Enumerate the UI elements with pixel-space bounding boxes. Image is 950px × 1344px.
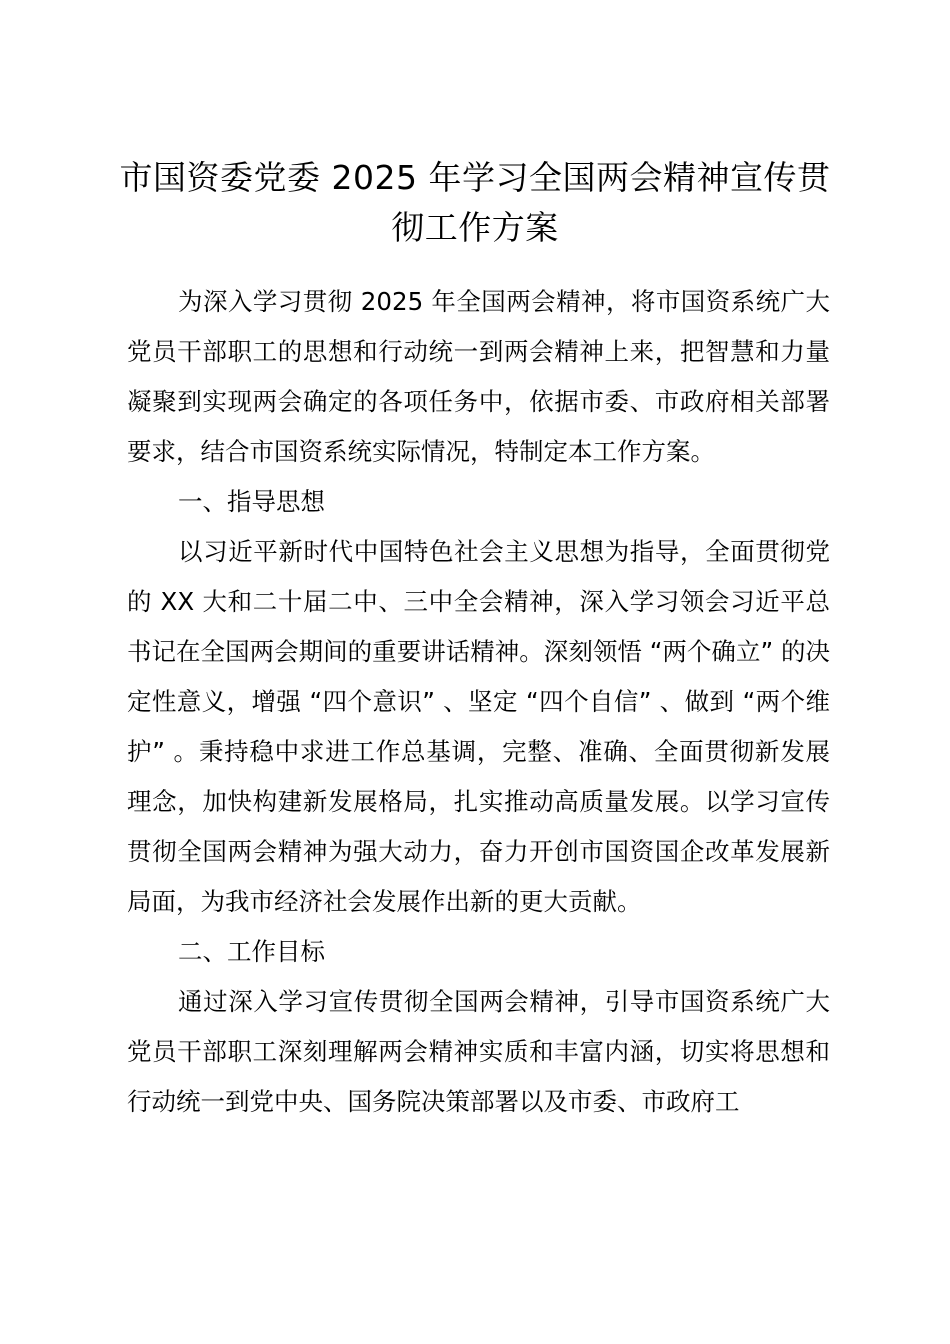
document-title: 市国资委党委 2025 年学习全国两会精神宣传贯彻工作方案 [119, 158, 831, 247]
guiding-ideology-paragraph: 以习近平新时代中国特色社会主义思想为指导，全面贯彻党的 XX 大和二十届二中、三中全会精神，深入学习领会习近平总书记在全国两会期间的重要讲话精神。深刻领悟 “两个确立” 的决定性意义，增强 “四个意识” 、坚定 “四个自信” 、做到 “两个维护” 。秉持稳中求进工作总基调，完整、准确、全面贯彻新发展理念，加快构建新发展格局，扎实推动高质量发展。以学习宣传贯彻全国两会精神为强大动力，奋力开创市国资国企改革发展新局面，为我市经济社会发展作出新的更大贡献。 [127, 537, 830, 916]
document-body [127, 277, 830, 1127]
section-heading-guiding-ideology: 一、指导思想 [178, 487, 325, 516]
section-heading-work-goals: 二、工作目标 [178, 937, 325, 966]
work-goals-paragraph: 通过深入学习宣传贯彻全国两会精神，引导市国资系统广大党员干部职工深刻理解两会精神实质和丰富内涵，切实将思想和行动统一到党中央、国务院决策部署以及市委、市政府工 [127, 987, 830, 1116]
intro-paragraph: 为深入学习贯彻 2025 年全国两会精神，将市国资系统广大党员干部职工的思想和行动统一到两会精神上来，把智慧和力量凝聚到实现两会确定的各项任务中，依据市委、市政府相关部署要求，结合市国资系统实际情况，特制定本工作方案。 [127, 287, 830, 466]
